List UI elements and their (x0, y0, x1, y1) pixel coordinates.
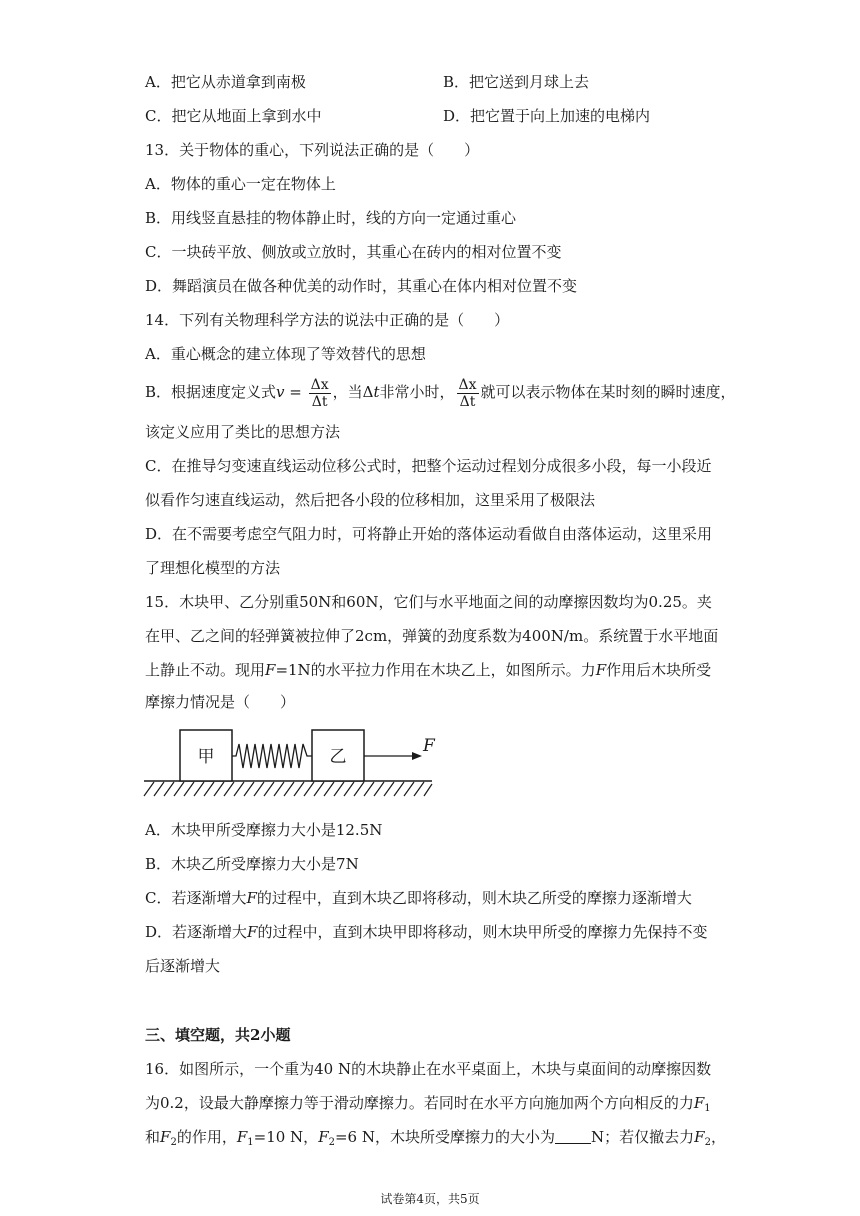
force-symbol: F (246, 889, 257, 907)
section-heading: 三、填空题，共2小题 (145, 1026, 291, 1044)
subscript: 1 (704, 1103, 711, 1114)
q13-option-d: D．舞蹈演员在做各种优美的动作时，其重心在体内相对位置不变 (145, 277, 578, 295)
q14-option-d-line2: 了理想化模型的方法 (145, 559, 281, 577)
q12-option-b: B．把它送到月球上去 (443, 73, 590, 91)
force-symbol: F (693, 1094, 705, 1112)
q12-option-d: D．把它置于向上加速的电梯内 (443, 107, 651, 125)
q16-v2: =6 N，木块所受摩擦力的大小为 (334, 1128, 555, 1146)
q15-option-d-line2: 后逐渐增大 (145, 957, 221, 975)
velocity-fraction-1 (309, 377, 331, 410)
q14-option-a: A．重心概念的建立体现了等效替代的思想 (145, 345, 426, 363)
q16-line2 (145, 1093, 711, 1119)
q15-stem-line3 (145, 660, 711, 680)
q14-stem: 14．下列有关物理科学方法的说法中正确的是（ ） (145, 311, 510, 329)
q15-d-pre: D．若逐渐增大 (145, 923, 248, 941)
force-symbol: F (694, 1128, 705, 1146)
q12-option-c: C．把它从地面上拿到水中 (145, 107, 322, 125)
q12-option-a: A．把它从赤道拿到南极 (145, 73, 306, 91)
q15-c-post: 的过程中，直到木块乙即将移动，则木块乙所受的摩擦力逐渐增大 (256, 889, 692, 907)
subscript: 2 (704, 1137, 711, 1148)
velocity-fraction-2 (457, 377, 479, 410)
q16-v1: =10 N， (253, 1128, 319, 1146)
q16-line2-text: 为0.2，设最大静摩擦力等于滑动摩擦力。若同时在水平方向施加两个方向相反的力 (145, 1094, 694, 1112)
q15-option-c (145, 888, 692, 908)
force-symbol: F (247, 923, 258, 941)
answer-blank[interactable] (555, 1129, 591, 1144)
q14-b-mid2: 非常小时， (379, 383, 455, 401)
block-jia-label: 甲 (197, 747, 215, 767)
q15-d-post: 的过程中，直到木块甲即将移动，则木块甲所受的摩擦力先保持不变 (257, 923, 708, 941)
q16-mid1: 的作用， (176, 1128, 237, 1146)
q14-option-c-line2: 似看作匀速直线运动，然后把各小段的位移相加，这里采用了极限法 (145, 491, 596, 509)
q15-line3-mid: =1N的水平拉力作用在木块乙上，如图所示。力 (275, 661, 596, 679)
force-symbol: F (160, 1128, 171, 1146)
q14-option-b (145, 374, 736, 410)
fraction-denominator: Δt (459, 393, 476, 410)
page-footer: 试卷第4页，共5页 (380, 1192, 480, 1206)
q15-c-pre: C．若逐渐增大 (145, 889, 247, 907)
q14-option-b-line2: 该定义应用了类比的思想方法 (145, 423, 341, 441)
q16-line3 (145, 1127, 726, 1153)
q15-option-a: A．木块甲所受摩擦力大小是12.5N (145, 821, 383, 839)
spring-blocks-figure (140, 726, 440, 802)
q14-option-d-line1: D．在不需要考虑空气阻力时，可将静止开始的落体运动看做自由落体运动，这里采用 (145, 525, 713, 543)
subscript: 2 (170, 1137, 177, 1148)
q13-stem: 13．关于物体的重心，下列说法正确的是（ ） (145, 141, 480, 159)
q15-line3-post: 作用后木块所受 (606, 661, 712, 679)
force-symbol: F (595, 661, 607, 679)
q14-option-c-line1: C．在推导匀变速直线运动位移公式时，把整个运动过程划分成很多小段，每一小段近 (145, 457, 712, 475)
spring (232, 744, 312, 768)
q15-stem-line4: 摩擦力情况是（ ） (145, 693, 296, 711)
force-symbol: F (236, 1128, 248, 1146)
q13-option-b: B．用线竖直悬挂的物体静止时，线的方向一定通过重心 (145, 209, 517, 227)
subscript: 2 (328, 1137, 335, 1148)
force-symbol: F (265, 661, 276, 679)
q15-stem-line1: 15．木块甲、乙分别重50N和60N，它们与水平地面之间的动摩擦因数均为0.25。夹 (145, 593, 712, 611)
force-arrow-head (412, 752, 422, 760)
q16-and: 和 (145, 1128, 161, 1146)
fraction-numerator: Δx (310, 376, 329, 393)
equals-sign: = (284, 383, 307, 401)
q16-comma: ， (710, 1128, 726, 1146)
velocity-symbol: v (276, 383, 285, 401)
fraction-denominator: Δt (311, 393, 328, 410)
force-symbol: F (318, 1128, 329, 1146)
q14-b-post: 就可以表示物体在某时刻的瞬时速度， (480, 383, 736, 401)
q15-option-b: B．木块乙所受摩擦力大小是7N (145, 855, 359, 873)
q15-stem-line2: 在甲、乙之间的轻弹簧被拉伸了2cm，弹簧的劲度系数为400N/m。系统置于水平地面 (145, 627, 719, 645)
q16-end: N；若仅撤去力 (591, 1128, 695, 1146)
q13-option-c: C．一块砖平放、侧放或立放时，其重心在砖内的相对位置不变 (145, 243, 562, 261)
ground-hatching (144, 782, 432, 796)
q16-line1: 16．如图所示，一个重为40 N的木块静止在水平桌面上，木块与桌面间的动摩擦因数 (145, 1060, 712, 1078)
q15-option-d-line1 (145, 922, 707, 942)
force-label: F (423, 736, 435, 756)
block-yi-label: 乙 (329, 747, 347, 767)
fraction-numerator: Δx (458, 376, 477, 393)
q15-line3-pre: 上静止不动。现用 (145, 661, 266, 679)
time-symbol: t (373, 383, 380, 401)
q14-b-prefix: B．根据速度定义式 (145, 383, 277, 401)
subscript: 1 (247, 1137, 254, 1148)
q14-b-mid1: ，当Δ (332, 383, 374, 401)
q13-option-a: A．物体的重心一定在物体上 (145, 175, 336, 193)
